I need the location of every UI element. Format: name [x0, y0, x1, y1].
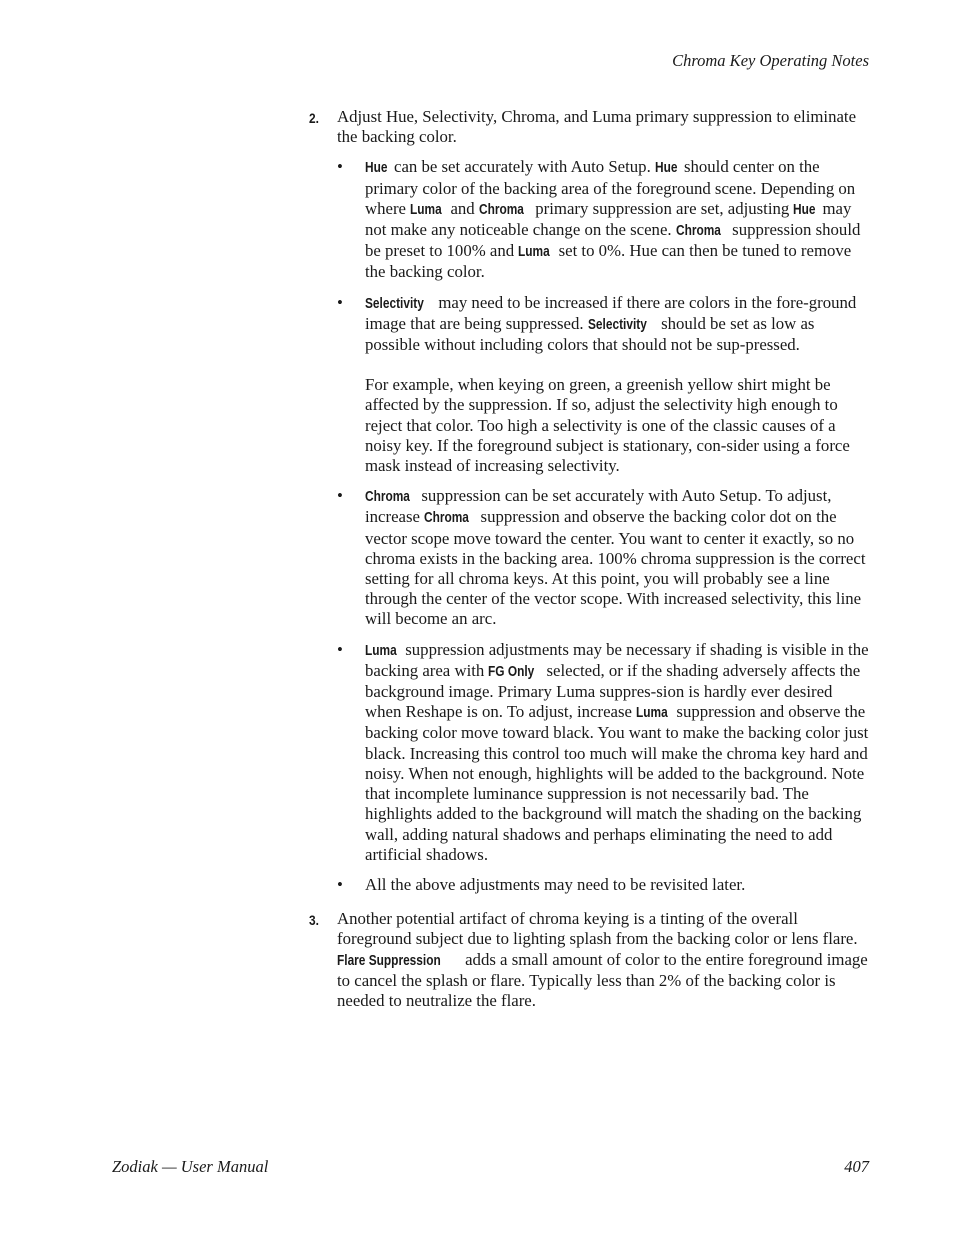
control-name: Chroma — [365, 489, 410, 506]
footer-manual-title: Zodiak — User Manual — [112, 1157, 269, 1176]
text-run: can be set accurately with Auto Setup. — [389, 157, 655, 177]
text-run: set to 0%. Hue can then be tuned to remove the backing color. — [365, 241, 852, 282]
bullet-item-chroma — [337, 486, 869, 629]
step-number: 2. — [309, 110, 319, 126]
text-run: should center on the primary color of the backing area of the foreground scene. Depending on where — [365, 157, 856, 218]
step-3 — [309, 909, 869, 1011]
bullet-marker: • — [337, 292, 343, 312]
bullet-body — [365, 293, 869, 477]
bullet-paragraph — [365, 640, 869, 865]
control-name: Hue — [365, 160, 388, 177]
text-run: suppression adjustments may be necessary if shading is visible in the backing area with — [365, 639, 869, 680]
text-run: adds a small amount of color to the entire foreground image to cancel the splash or flare. Typically less than 2% of the backing color is needed to neutralize the flare. — [337, 949, 868, 1010]
control-name: Selectivity — [587, 316, 647, 333]
bullet-body — [365, 486, 869, 629]
bullet-body — [365, 157, 869, 282]
control-name: Chroma — [478, 201, 524, 218]
bullet-marker: • — [337, 874, 343, 894]
text-run: All the above adjustments may need to be revisited later. — [365, 874, 746, 894]
text-run: For example, when keying on green, a greenish yellow shirt might be affected by the suppression. If so, adjust the selectivity high enough to reject that color. Too high a selectivity is one of the classic causes of a noisy key. If the foreground subject is stationary, con-sider using a force mask instead of increasing selectivity. — [365, 375, 850, 476]
control-name: Luma — [410, 201, 442, 218]
step-intro: Adjust Hue, Selectivity, Chroma, and Luma primary suppression to eliminate the backing color. — [337, 107, 857, 147]
step-intro — [337, 909, 869, 1011]
bullet-item-revisit — [337, 875, 869, 895]
bullet-item-selectivity — [337, 293, 869, 477]
control-name: Selectivity — [365, 295, 424, 312]
step-number: 3. — [309, 912, 319, 929]
bullet-list — [337, 157, 869, 895]
page-content — [309, 107, 869, 1011]
control-name: Flare Suppression — [337, 952, 441, 969]
control-name: Hue — [654, 160, 678, 177]
running-header: Chroma Key Operating Notes — [672, 51, 869, 70]
bullet-paragraph — [365, 293, 869, 356]
text-run: may need to be increased if there are colors in the fore-ground image that are being suppressed. — [365, 292, 857, 333]
bullet-paragraph — [365, 486, 869, 629]
bullet-item-luma — [337, 640, 869, 865]
text-run: Another potential artifact of chroma keying is a tinting of the overall foreground subject due to lighting splash from the backing color or lens flare. — [337, 909, 858, 949]
control-name: Chroma — [675, 223, 721, 240]
control-name: Hue — [793, 201, 816, 218]
text-run: selected, or if the shading adversely affects the background image. Primary Luma suppres-sion is hardly ever desired when Reshape is on. To adjust, increase — [365, 660, 861, 722]
footer-page-number: 407 — [844, 1157, 869, 1176]
text-run: suppression should be preset to 100% and — [365, 220, 861, 261]
bullet-body — [365, 875, 869, 895]
text-run: should be set as low as possible without including colors that should not be sup-pressed. — [365, 313, 815, 355]
control-name: Luma — [365, 642, 397, 659]
bullet-marker: • — [337, 639, 343, 659]
text-run: and — [446, 198, 479, 218]
bullet-paragraph — [365, 157, 869, 282]
text-run: primary suppression are set, adjusting — [531, 198, 794, 218]
text-run: suppression and observe the backing color dot on the vector scope move toward the center. You want to center it exactly, so no chroma exists in the backing area. 100% chroma suppression is the correct setting for all chroma keys. At this point, you will probably see a line through the center of the vector scope. With increased selectivity, this line will become an arc. — [365, 507, 866, 629]
text-run: suppression can be set accurately with Auto Setup. To adjust, increase — [365, 486, 832, 527]
bullet-body — [365, 640, 869, 865]
bullet-item-hue — [337, 157, 869, 282]
bullet-paragraph — [365, 875, 869, 895]
bullet-marker: • — [337, 486, 343, 506]
bullet-paragraph — [365, 375, 869, 476]
control-name: Luma — [518, 244, 551, 261]
text-run: may not make any noticeable change on the scene. — [365, 198, 852, 240]
control-name: FG Only — [488, 663, 535, 680]
text-run: suppression and observe the backing color move toward black. You want to make the backing color just black. Increasing this control too much will make the chroma key hard and noisy. When not enough, highlights will be added to the background. Note that incomplete luminance suppression is not necessarily bad. The highlights added to the background will match the shading on the backing wall, adding natural shadows and perhaps eliminating the need to add artificial shadows. — [365, 702, 869, 864]
control-name: Luma — [636, 705, 668, 722]
control-name: Chroma — [424, 510, 470, 527]
bullet-marker: • — [337, 157, 343, 177]
step-2 — [309, 107, 869, 895]
